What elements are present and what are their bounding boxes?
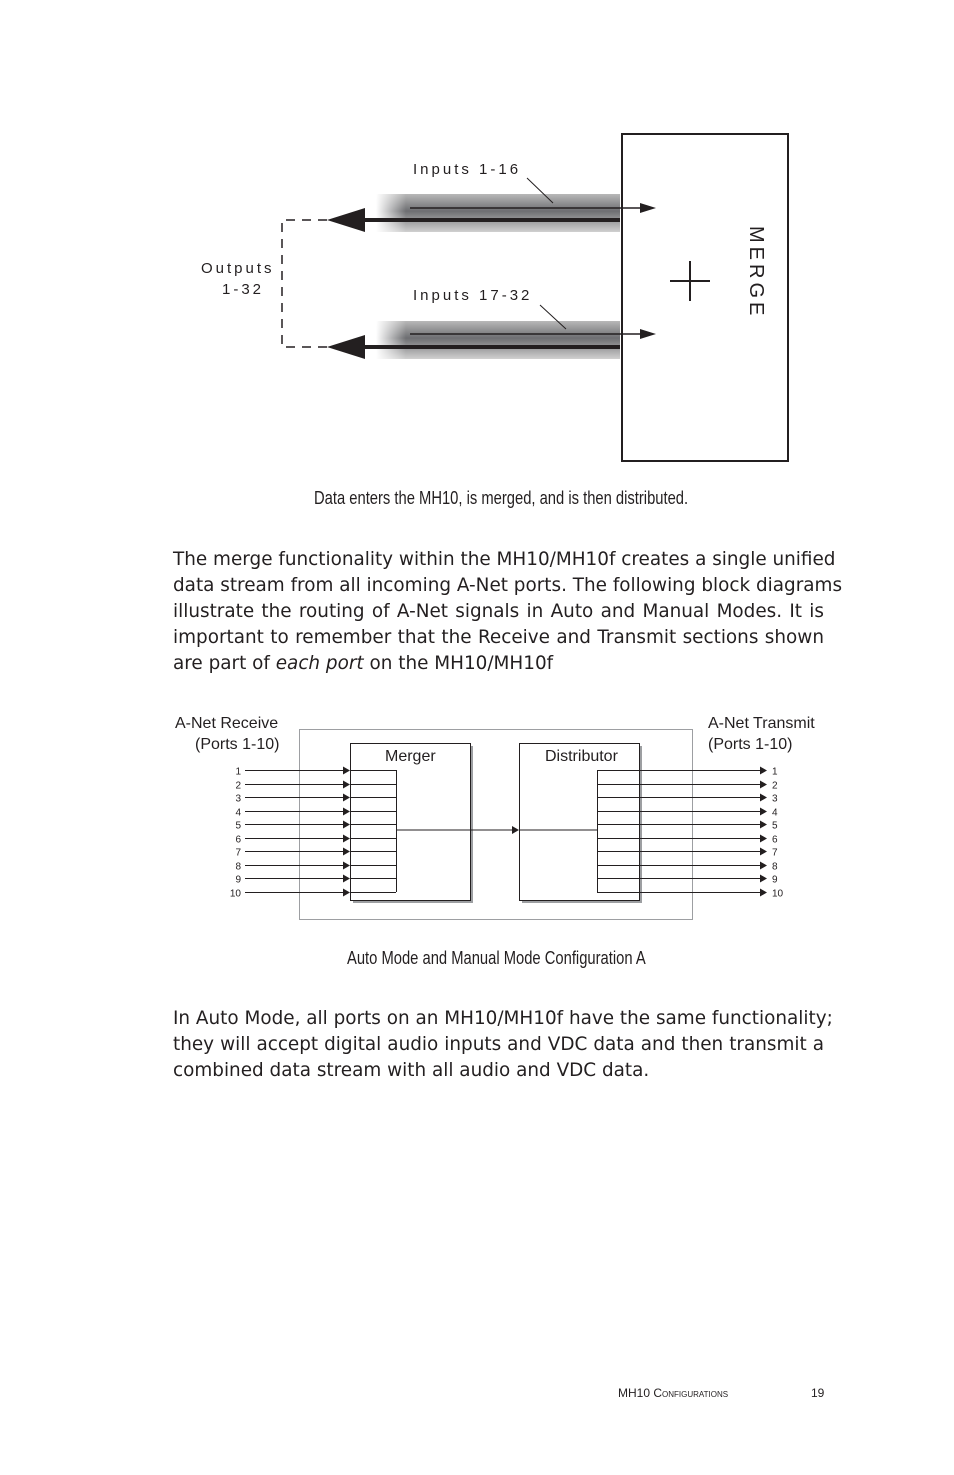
paragraph-line: important to remember that the Receive and Transmit sections shown bbox=[173, 627, 824, 648]
receive-port-number: 7 bbox=[235, 847, 241, 859]
transmit-port-number: 2 bbox=[772, 780, 778, 792]
receive-port-number: 3 bbox=[235, 793, 241, 805]
receive-port-arrow bbox=[343, 821, 350, 829]
paragraph-auto-mode bbox=[173, 1006, 833, 1084]
paragraph-line: The merge functionality within the MH10/MH10f creates a single unified bbox=[173, 549, 836, 570]
distributor-label: Distributor bbox=[545, 748, 618, 765]
distributor-block bbox=[520, 744, 640, 901]
receive-port-number: 2 bbox=[235, 780, 241, 792]
outputs-label-line2: 1-32 bbox=[222, 281, 265, 298]
transmit-port-number: 8 bbox=[772, 861, 778, 873]
page-number: 19 bbox=[811, 1386, 825, 1400]
figure1-caption: Data enters the MH10, is merged, and is then distributed. bbox=[314, 488, 689, 508]
receive-label-line2: (Ports 1-10) bbox=[195, 736, 280, 753]
receive-port-number: 10 bbox=[229, 888, 241, 900]
transmit-port-number: 10 bbox=[772, 888, 784, 900]
transmit-port-number: 9 bbox=[772, 874, 778, 886]
transmit-port-arrow bbox=[760, 835, 767, 843]
inputs-bottom-label: Inputs 17-32 bbox=[413, 287, 533, 304]
routing-block-diagram bbox=[0, 700, 954, 940]
receive-port-arrow bbox=[343, 875, 350, 883]
outputs-label-line1: Outputs bbox=[201, 260, 275, 277]
transmit-port-arrow bbox=[760, 889, 767, 897]
paragraph-merge bbox=[173, 547, 843, 677]
receive-port-number: 6 bbox=[235, 834, 241, 846]
receive-port-number: 9 bbox=[235, 874, 241, 886]
input-pipe-bottom bbox=[327, 321, 656, 359]
inputs-top-label: Inputs 1-16 bbox=[413, 161, 522, 178]
transmit-port-arrow bbox=[760, 848, 767, 856]
transmit-label-line2: (Ports 1-10) bbox=[708, 736, 793, 753]
paragraph-line: data stream from all incoming A-Net ports. The following block diagrams bbox=[173, 575, 843, 596]
paragraph-line: In Auto Mode, all ports on an MH10/MH10f have the same functionality; bbox=[173, 1008, 833, 1029]
transmit-port-number: 1 bbox=[772, 766, 778, 778]
receive-port-arrow bbox=[343, 794, 350, 802]
receive-port-number: 4 bbox=[235, 807, 241, 819]
input-pipe-top bbox=[327, 194, 656, 232]
merger-to-distributor-arrow bbox=[512, 826, 519, 834]
text-fragment: on the MH10/MH10f bbox=[363, 653, 554, 674]
paragraph-line: illustrate the routing of A-Net signals in Auto and Manual Modes. It is bbox=[173, 601, 824, 622]
text-fragment: are part of bbox=[173, 653, 276, 674]
receive-port-arrow bbox=[343, 848, 350, 856]
transmit-label-line1: A-Net Transmit bbox=[708, 715, 815, 732]
transmit-port-arrow bbox=[760, 862, 767, 870]
receive-port-arrow bbox=[343, 767, 350, 775]
transmit-port-number: 3 bbox=[772, 793, 778, 805]
receive-port-arrow bbox=[343, 781, 350, 789]
emphasis-text: each port bbox=[275, 653, 364, 674]
transmit-port-arrow bbox=[760, 781, 767, 789]
footer-section-title: MH10 Configurations bbox=[618, 1386, 729, 1400]
paragraph-line-last bbox=[173, 651, 824, 677]
receive-port-arrow bbox=[343, 808, 350, 816]
receive-port-arrow bbox=[343, 835, 350, 843]
merger-block bbox=[351, 744, 471, 901]
merge-label: MERGE bbox=[745, 226, 767, 320]
receive-port-arrow bbox=[343, 889, 350, 897]
transmit-port-number: 6 bbox=[772, 834, 778, 846]
transmit-port-arrow bbox=[760, 821, 767, 829]
receive-port-number: 1 bbox=[235, 766, 241, 778]
transmit-port-arrow bbox=[760, 875, 767, 883]
outputs-bracket bbox=[282, 220, 327, 347]
transmit-port-arrow bbox=[760, 808, 767, 816]
paragraph-line: they will accept digital audio inputs and VDC data and then transmit a bbox=[173, 1034, 824, 1055]
transmit-port-arrow bbox=[760, 767, 767, 775]
merge-diagram bbox=[0, 0, 954, 480]
paragraph-line-last: combined data stream with all audio and VDC data. bbox=[173, 1060, 650, 1081]
transmit-port-number: 4 bbox=[772, 807, 778, 819]
figure2-caption: Auto Mode and Manual Mode Configuration A bbox=[347, 948, 646, 968]
receive-label-line1: A-Net Receive bbox=[175, 715, 279, 732]
receive-port-number: 5 bbox=[235, 820, 241, 832]
transmit-port-number: 7 bbox=[772, 847, 778, 859]
transmit-port-number: 5 bbox=[772, 820, 778, 832]
receive-port-number: 8 bbox=[235, 861, 241, 873]
receive-port-arrow bbox=[343, 862, 350, 870]
transmit-port-arrow bbox=[760, 794, 767, 802]
merger-label: Merger bbox=[385, 748, 436, 765]
